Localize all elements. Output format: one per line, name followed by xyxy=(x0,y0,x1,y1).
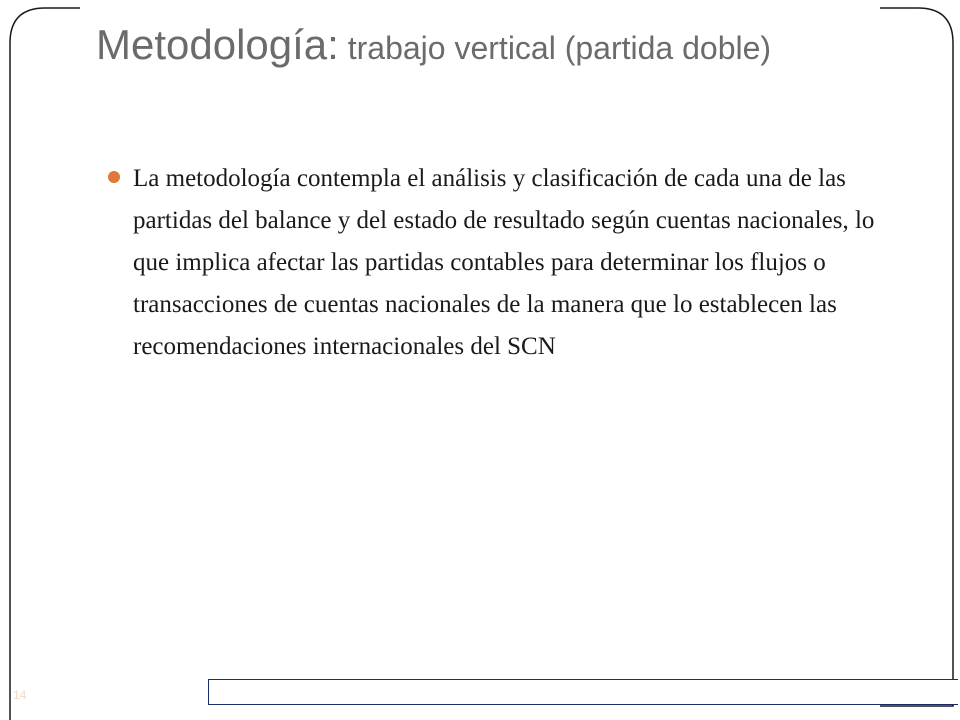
frame-left-border xyxy=(10,8,80,720)
slide-title xyxy=(96,18,896,73)
bullet-text: La metodología contempla el análisis y clasificación de cada una de las partidas del balance y del estado de resultado según cuentas nacionales, lo que implica afectar las partidas contables para determinar los flujos o transacciones de cuentas nacionales de la manera que lo establecen las recomendaciones internacionales del SCN xyxy=(133,165,875,360)
title-main: Metodología: xyxy=(96,21,339,68)
slide-number: 14 xyxy=(13,688,27,702)
bullet-list xyxy=(108,158,898,368)
footer-box xyxy=(208,679,958,705)
bullet-dot-icon xyxy=(108,171,120,183)
bullet-item xyxy=(108,158,898,368)
title-sub: trabajo vertical (partida doble) xyxy=(338,30,772,66)
